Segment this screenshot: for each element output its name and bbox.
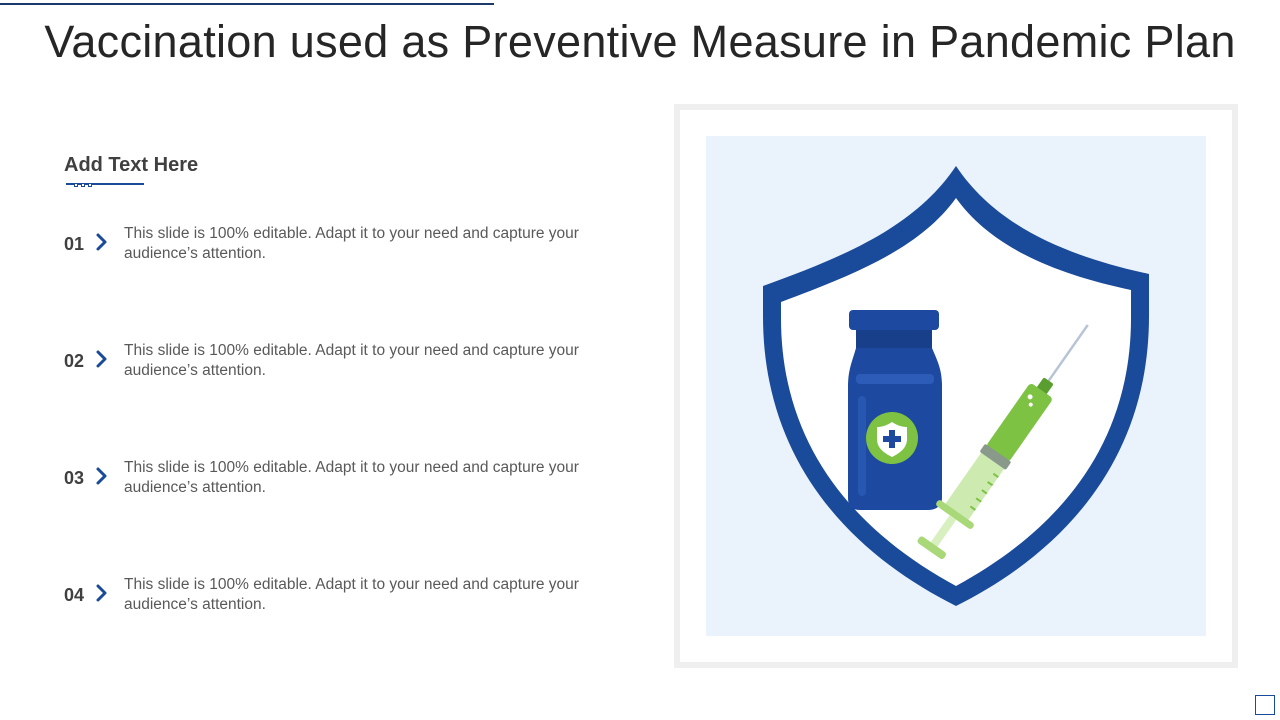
- item-text: This slide is 100% editable. Adapt it to your need and capture your audience’s attention.: [124, 576, 579, 613]
- item-number: 01: [64, 234, 85, 254]
- vaccine-vial-icon: [848, 310, 942, 510]
- item-number: 03: [64, 468, 85, 488]
- item-number: 04: [64, 585, 85, 605]
- item-text: This slide is 100% editable. Adapt it to your need and capture your audience’s attention.: [124, 342, 579, 379]
- list-item: [64, 577, 604, 623]
- slide-title: Vaccination used as Preventive Measure in Pandemic Plan: [44, 16, 1236, 67]
- list-item: [64, 226, 604, 272]
- item-number: 02: [64, 351, 85, 371]
- chevron-right-icon: [94, 349, 110, 369]
- vaccine-illustration: [706, 136, 1206, 636]
- corner-marker: [1255, 695, 1275, 715]
- list-item: [64, 460, 604, 506]
- item-text: This slide is 100% editable. Adapt it to your need and capture your audience’s attention.: [124, 225, 579, 262]
- chevron-right-icon: [94, 583, 110, 603]
- top-accent-rule: [0, 3, 494, 5]
- heading-dots-decoration: [74, 183, 92, 187]
- section-heading: Add Text Here: [64, 154, 199, 176]
- item-text: This slide is 100% editable. Adapt it to your need and capture your audience’s attention.: [124, 459, 579, 496]
- chevron-right-icon: [94, 466, 110, 486]
- list-item: [64, 343, 604, 389]
- chevron-right-icon: [94, 232, 110, 252]
